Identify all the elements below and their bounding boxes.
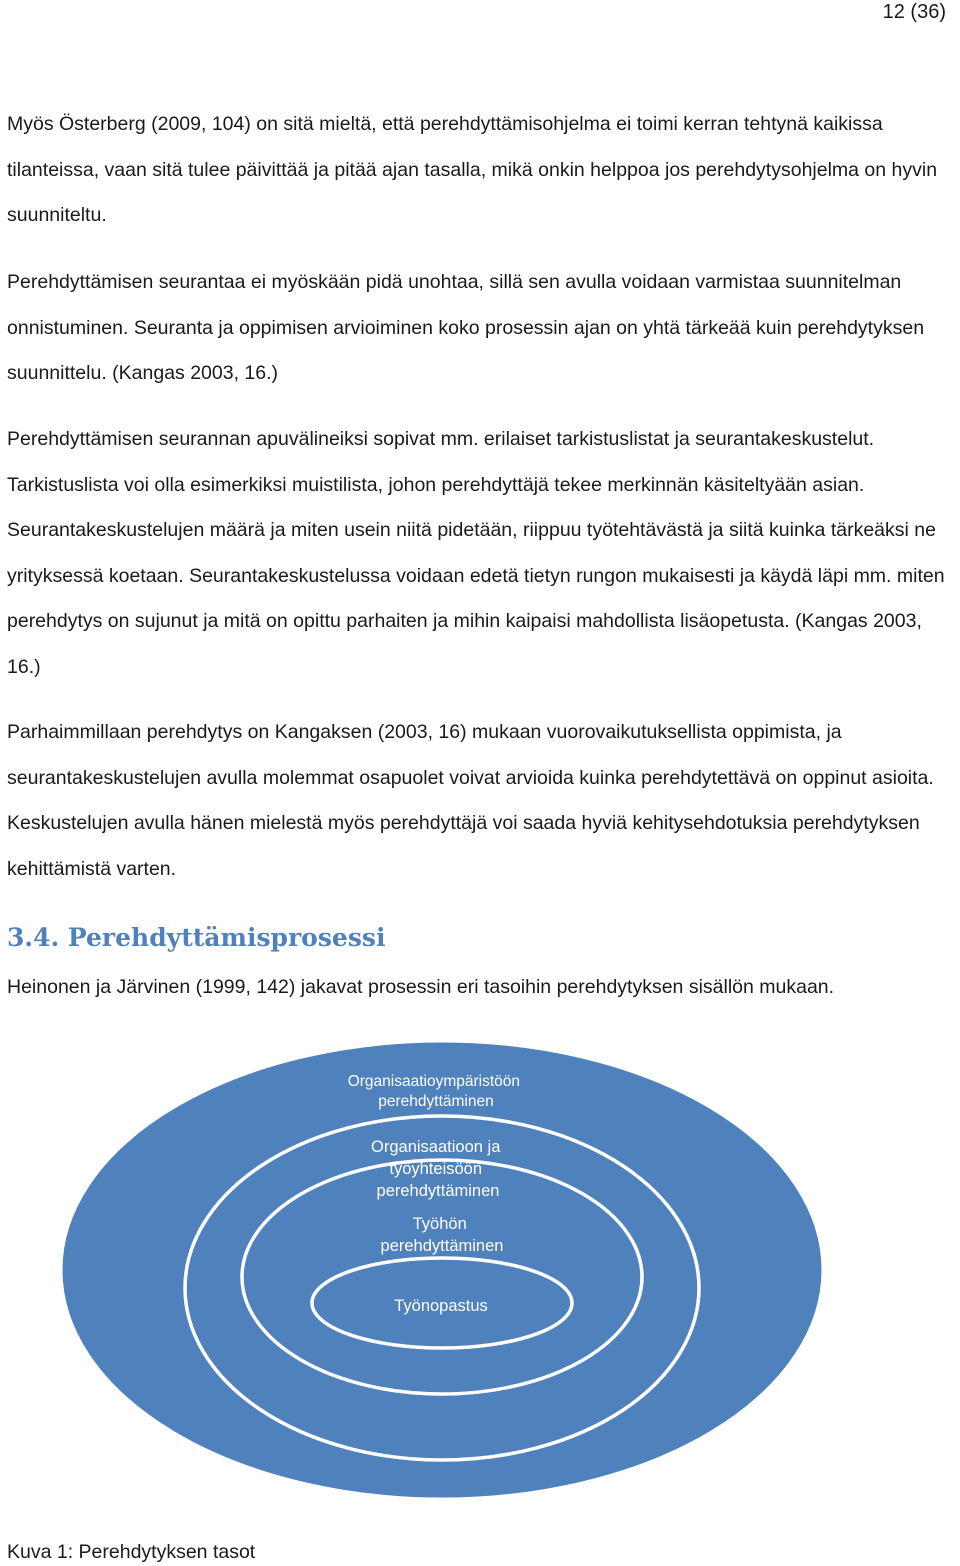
label-job-instruction <box>394 1297 488 1315</box>
label-organization-environment-line-1: Organisaatioympäristöön <box>347 1073 520 1090</box>
figure-caption: Kuva 1: Perehdytyksen tasot <box>7 1541 256 1563</box>
paragraph-3: Perehdyttämisen seurannan apuvälineiksi sopivat mm. erilaiset tarkistuslistat ja seurantakeskustelut. Tarkistuslista voi olla esimerkiksi muistilista, johon perehdyttäjä tekee merkinnän käsiteltyään asian. Seurantakeskustelujen määrä ja miten usein niitä pidetään, riippuu työtehtävästä ja siitä kuinka tärkeäksi ne yrityksessä koetaan. Seurantakeskustelussa voidaan edetä tietyn rungon mukaisesti ja käydä läpi mm. miten perehdytys on sujunut ja mitä on opittu parhaiten ja mihin kaipaisi mahdollista lisäopetusta. (Kangas 2003, 16.) <box>7 428 945 678</box>
label-organization-community <box>371 1138 505 1200</box>
diagram-svg <box>0 1030 960 1510</box>
label-organization-community-line-1: Organisaatioon ja <box>371 1138 501 1156</box>
paragraph-4: Parhaimmillaan perehdytys on Kangaksen (2003, 16) mukaan vuorovaikutuksellista oppimista, ja seurantakeskustelujen avulla molemmat osapuolet voivat arvioida kuinka perehdytettävä on oppinut asioita. Keskustelujen avulla hänen mielestä myös perehdyttäjä voi saada hyviä kehitysehdotuksia perehdytyksen kehittämistä varten. <box>7 721 934 880</box>
page-number: 12 (36) <box>882 1 946 23</box>
label-organization-community-line-3: perehdyttäminen <box>376 1182 500 1200</box>
label-organization-community-line-2: työyhteisöön <box>389 1160 483 1178</box>
section-heading: 3.4. Perehdyttämisprosessi <box>7 923 386 952</box>
label-job-line-2: perehdyttäminen <box>380 1237 504 1255</box>
onboarding-levels-diagram <box>0 1030 960 1510</box>
label-job-instruction-line-1: Työnopastus <box>394 1297 488 1315</box>
paragraph-1: Myös Österberg (2009, 104) on sitä mieltä, että perehdyttämisohjelma ei toimi kerran tehtynä kaikissa tilanteissa, vaan sitä tulee päivittää ja pitää ajan tasalla, mikä onkin helppoa jos perehdytysohjelma on hyvin suunniteltu. <box>7 113 938 226</box>
label-organization-environment-line-2: perehdyttäminen <box>378 1093 494 1110</box>
intro-paragraph: Heinonen ja Järvinen (1999, 142) jakavat prosessin eri tasoihin perehdytyksen sisällön mukaan. <box>7 976 835 998</box>
paragraph-2: Perehdyttämisen seurantaa ei myöskään pidä unohtaa, sillä sen avulla voidaan varmistaa suunnitelman onnistuminen. Seuranta ja oppimisen arvioiminen koko prosessin ajan on yhtä tärkeää kuin perehdytyksen suunnittelu. (Kangas 2003, 16.) <box>7 271 925 384</box>
label-job-line-1: Työhön <box>412 1215 467 1233</box>
